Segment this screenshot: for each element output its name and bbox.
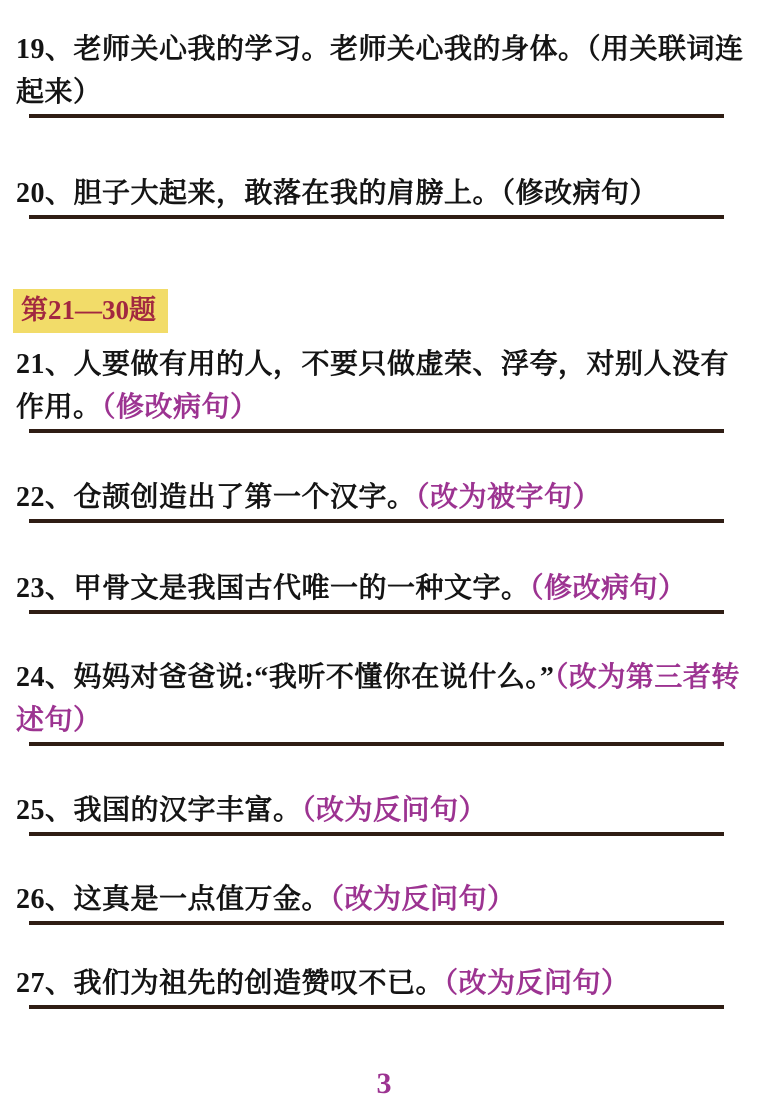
question-annotation: （改为反问句） [301, 795, 488, 826]
question-line [16, 567, 748, 610]
section-header: 第21—30题 [13, 289, 168, 333]
question-annotation: （改为反问句） [330, 884, 516, 915]
separator-line [29, 832, 724, 836]
question-item-26 [0, 864, 768, 950]
question-text: 我们为祖先的创造赞叹不已。 [73, 968, 445, 999]
question-annotation: （改为反问句） [444, 968, 630, 999]
question-line [16, 476, 748, 519]
question-annotation: （改为第三者转述句） [16, 662, 740, 736]
question-annotation: （修改病句） [101, 392, 259, 423]
question-item-23 [0, 555, 768, 644]
question-text: 仓颉创造出了第一个汉字。 [73, 482, 416, 513]
separator-line [29, 519, 724, 523]
question-item-25 [0, 776, 768, 864]
question-number: 26、 [16, 884, 74, 915]
question-number: 25、 [16, 795, 74, 826]
question-number: 20、 [16, 178, 74, 209]
question-line [16, 789, 748, 832]
separator-line [29, 215, 724, 219]
question-line [16, 172, 748, 215]
question-line [16, 656, 748, 742]
question-annotation: （修改病句） [501, 178, 659, 209]
question-line [16, 343, 748, 429]
question-text: 我国的汉字丰富。 [73, 795, 302, 826]
question-text: 胆子大起来，敢落在我的肩膀上。 [73, 178, 502, 209]
question-annotation: （修改病句） [529, 573, 687, 604]
question-number: 23、 [16, 573, 74, 604]
question-number: 27、 [16, 968, 74, 999]
question-item-19 [0, 0, 768, 150]
question-number: 21、 [16, 349, 74, 380]
question-item-22 [0, 466, 768, 555]
question-text: 老师关心我的学习。老师关心我的身体。 [73, 34, 587, 65]
question-text: 这真是一点值万金。 [73, 884, 331, 915]
question-number: 24、 [16, 662, 74, 693]
separator-line [29, 429, 724, 433]
question-item-20 [0, 150, 768, 249]
question-item-24 [0, 644, 768, 776]
separator-line [29, 921, 724, 925]
question-item-21 [0, 333, 768, 466]
question-line [16, 28, 748, 114]
question-number: 19、 [16, 34, 74, 65]
question-number: 22、 [16, 482, 74, 513]
separator-line [29, 114, 724, 118]
separator-line [29, 742, 724, 746]
question-line [16, 962, 748, 1005]
question-text: 甲骨文是我国古代唯一的一种文字。 [73, 573, 530, 604]
separator-line [29, 1005, 724, 1009]
question-text: 妈妈对爸爸说:“我听不懂你在说什么。” [73, 662, 555, 693]
question-annotation: （改为被字句） [415, 482, 602, 513]
question-item-27 [0, 950, 768, 1051]
separator-line [29, 610, 724, 614]
question-text: 人要做有用的人，不要只做虚荣、浮夸，对别人没有作用。 [16, 349, 730, 423]
question-line [16, 878, 748, 921]
question-annotation: （用关联词连起来） [16, 34, 744, 108]
page-number: 3 [376, 1067, 392, 1100]
